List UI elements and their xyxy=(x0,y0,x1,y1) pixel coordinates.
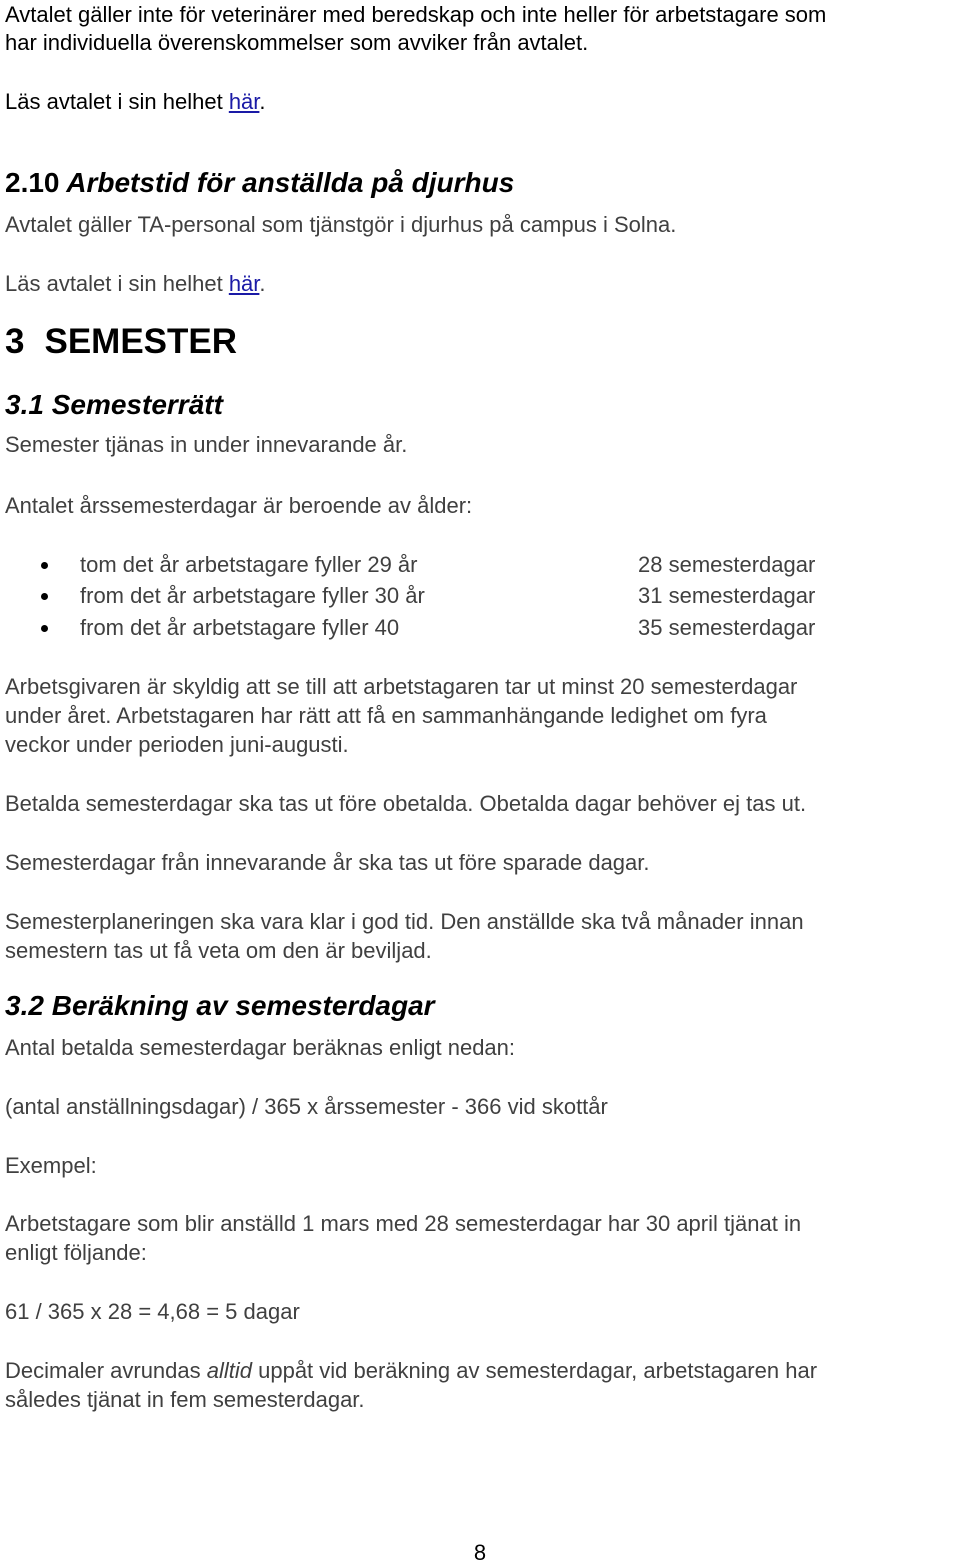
section-2-10-read-link[interactable]: här xyxy=(228,271,260,296)
section-2-10-heading: 2.10 Arbetstid för anställda på djurhus xyxy=(5,167,515,198)
list-item: from det år arbetstagare fyller 30 år 31 semesterdagar xyxy=(0,581,960,610)
section-3-2-formula: (antal anställningsdagar) / 365 x årssemester - 366 vid skottår xyxy=(5,1094,608,1119)
section-3-1-p5: Semesterdagar från innevarande år ska tas ut före sparade dagar. xyxy=(5,850,650,875)
section-3-2-p1: Antal betalda semesterdagar beräknas enligt nedan: xyxy=(5,1035,516,1060)
section-3-1-heading: 3.1 Semesterrätt xyxy=(5,389,223,420)
section-3-1-p6-line-1: Semesterplaneringen ska vara klar i god tid. Den anställde ska två månader innan xyxy=(5,909,804,934)
list-item: tom det år arbetstagare fyller 29 år 28 semesterdagar xyxy=(0,550,960,579)
intro-read-more: Läs avtalet i sin helhet här. xyxy=(5,89,266,114)
section-3-1-p3-line-1: Arbetsgivaren är skyldig att se till att arbetstagaren tar ut minst 20 semesterdagar xyxy=(5,674,798,699)
section-3-1-p6-line-2: semestern tas ut få veta om den är beviljad. xyxy=(5,938,432,963)
section-3-2-example-label: Exempel: xyxy=(5,1153,97,1178)
section-3-heading: 3 SEMESTER xyxy=(5,322,238,361)
section-3-1-p1: Semester tjänas in under innevarande år. xyxy=(5,432,408,457)
bullet-icon xyxy=(41,625,48,632)
intro-read-link[interactable]: här xyxy=(228,89,260,114)
section-3-1-p2: Antalet årssemesterdagar är beroende av ålder: xyxy=(5,493,473,518)
section-3-2-heading: 3.2 Beräkning av semesterdagar xyxy=(5,990,435,1021)
page-number: 8 xyxy=(473,1540,487,1565)
section-3-1-p4: Betalda semesterdagar ska tas ut före obetalda. Obetalda dagar behöver ej tas ut. xyxy=(5,791,807,816)
intro-line-1: Avtalet gäller inte för veterinärer med beredskap och inte heller för arbetstagare som xyxy=(5,2,827,27)
bullet-icon xyxy=(41,562,48,569)
intro-line-2: har individuella överenskommelser som avviker från avtalet. xyxy=(5,30,589,55)
section-3-2-decimals-line-2: således tjänat in fem semesterdagar. xyxy=(5,1387,365,1412)
section-3-2-decimals-line-1: Decimaler avrundas alltid uppåt vid beräkning av semesterdagar, arbetstagaren har xyxy=(5,1358,818,1383)
bullet-icon xyxy=(41,593,48,600)
section-3-2-example-line-1: Arbetstagare som blir anställd 1 mars med 28 semesterdagar har 30 april tjänat in xyxy=(5,1211,802,1236)
section-3-2-example-line-2: enligt följande: xyxy=(5,1240,147,1265)
section-3-2-calc: 61 / 365 x 28 = 4,68 = 5 dagar xyxy=(5,1299,300,1324)
section-2-10-read-more: Läs avtalet i sin helhet här. xyxy=(5,271,266,296)
list-item: from det år arbetstagare fyller 40 35 semesterdagar xyxy=(0,613,960,642)
section-2-10-text: Avtalet gäller TA-personal som tjänstgör i djurhus på campus i Solna. xyxy=(5,212,677,237)
section-3-1-p3-line-2: under året. Arbetstagaren har rätt att få en sammanhängande ledighet om fyra xyxy=(5,703,767,728)
section-3-1-p3-line-3: veckor under perioden juni-augusti. xyxy=(5,732,349,757)
